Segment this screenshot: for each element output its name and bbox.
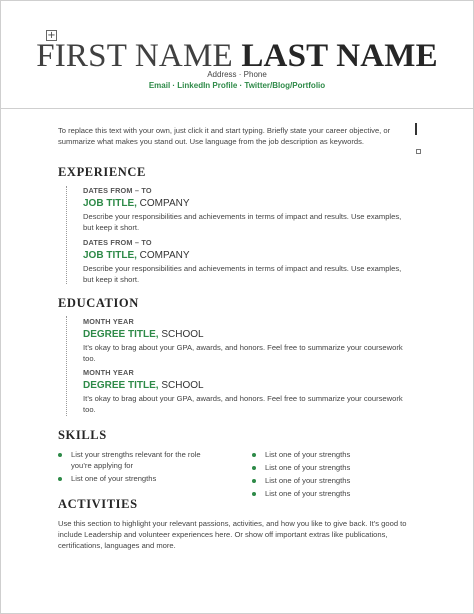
- entry-dates: DATES FROM – TO: [83, 186, 152, 195]
- bullet-icon: [252, 453, 256, 457]
- entry-description: It’s okay to brag about your GPA, awards, and honors. Feel free to summarize your coursework too.: [83, 394, 403, 414]
- education-entry[interactable]: [83, 317, 413, 364]
- entry-description: Describe your responsibilities and achievements in terms of impact and results. Use examples, but keep it short.: [83, 212, 402, 232]
- experience-heading[interactable]: EXPERIENCE: [58, 165, 146, 179]
- text-cursor: [415, 123, 417, 135]
- school: SCHOOL: [158, 329, 204, 340]
- skill-item[interactable]: [252, 462, 412, 473]
- activities-heading[interactable]: ACTIVITIES: [58, 497, 138, 511]
- skill-text: List your strengths relevant for the role you’re applying for: [71, 450, 201, 470]
- entry-dates: MONTH YEAR: [83, 317, 134, 326]
- company: COMPANY: [136, 198, 190, 209]
- experience-entry[interactable]: [83, 238, 413, 285]
- bullet-icon: [252, 492, 256, 496]
- entry-dates: DATES FROM – TO: [83, 238, 152, 247]
- entry-description: Describe your responsibilities and achievements in terms of impact and results. Use examples, but keep it short.: [83, 264, 402, 284]
- bullet-icon: [252, 479, 256, 483]
- skills-heading[interactable]: SKILLS: [58, 428, 107, 442]
- bullet-icon: [58, 453, 62, 457]
- last-name[interactable]: LAST NAME: [241, 38, 438, 74]
- entry-title: [83, 380, 413, 391]
- skill-item[interactable]: [58, 473, 216, 484]
- entry-title: [83, 250, 413, 261]
- experience-entry[interactable]: [83, 186, 413, 233]
- job-title: JOB TITLE,: [83, 250, 137, 261]
- education-timeline: [66, 316, 67, 416]
- skill-text: List one of your strengths: [265, 489, 351, 498]
- education-entry[interactable]: [83, 368, 413, 415]
- skills-list-right[interactable]: [252, 449, 412, 501]
- education-heading[interactable]: EDUCATION: [58, 296, 139, 310]
- objective-text[interactable]: To replace this text with your own, just click it and start typing. Briefly state your career objective, or summarize what makes you stand out. Use language from the job description as keywords.: [58, 126, 391, 146]
- school: SCHOOL: [158, 380, 204, 391]
- skill-item[interactable]: [58, 449, 216, 471]
- contact-info[interactable]: Address · Phone: [207, 70, 267, 79]
- bullet-icon: [58, 477, 62, 481]
- job-title: JOB TITLE,: [83, 198, 137, 209]
- experience-timeline: [66, 186, 67, 284]
- first-name[interactable]: FIRST NAME: [36, 38, 233, 74]
- entry-title: [83, 198, 413, 209]
- skill-item[interactable]: [252, 488, 412, 499]
- profile-links[interactable]: Email · LinkedIn Profile · Twitter/Blog/Portfolio: [148, 81, 326, 90]
- entry-dates: MONTH YEAR: [83, 368, 134, 377]
- plus-move-icon[interactable]: +: [47, 30, 56, 41]
- activities-text[interactable]: Use this section to highlight your relevant passions, activities, and how you like to give back. It’s good to include Leadership and volunteer experiences here. Or show off important extras like publications, certifications, languages and more.: [58, 519, 407, 550]
- skill-text: List one of your strengths: [71, 474, 157, 483]
- entry-description: It’s okay to brag about your GPA, awards, and honors. Feel free to summarize your coursework too.: [83, 343, 403, 363]
- skill-text: List one of your strengths: [265, 476, 351, 485]
- company: COMPANY: [136, 250, 190, 261]
- degree-title: DEGREE TITLE,: [83, 380, 159, 391]
- entry-title: [83, 329, 413, 340]
- degree-title: DEGREE TITLE,: [83, 329, 159, 340]
- skill-text: List one of your strengths: [265, 450, 351, 459]
- skill-text: List one of your strengths: [265, 463, 351, 472]
- skill-item[interactable]: [252, 449, 412, 460]
- skills-list-left[interactable]: [58, 449, 216, 486]
- anchor-handle[interactable]: [416, 149, 421, 154]
- bullet-icon: [252, 466, 256, 470]
- skill-item[interactable]: [252, 475, 412, 486]
